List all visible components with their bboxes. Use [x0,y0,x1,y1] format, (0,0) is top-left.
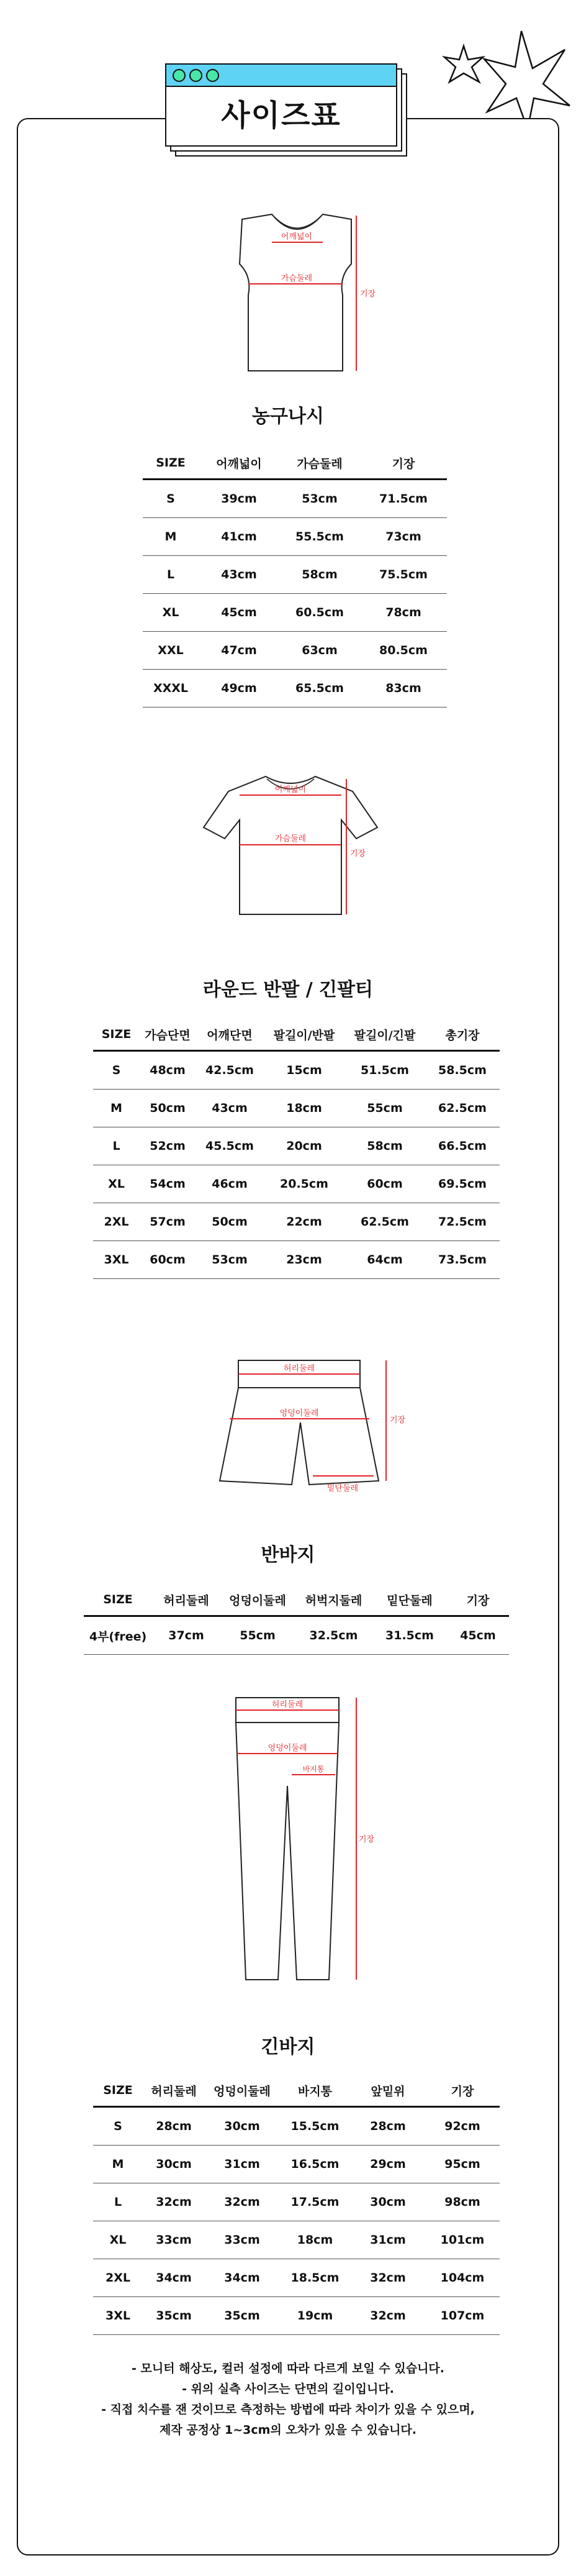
measurement-cell: 39cm [199,480,279,518]
size-cell: M [93,1090,140,1127]
length-label: 기장 [390,1416,406,1425]
measurement-cell: 43cm [196,1090,264,1127]
table-row [93,1241,500,1279]
measurement-cell: 22cm [264,1203,344,1241]
chest-label: 가슴둘레 [274,834,307,844]
column-header: 팔길이/긴팔 [344,1019,425,1051]
measurement-cell: 18cm [264,1090,344,1127]
measurement-cell: 57cm [140,1203,196,1241]
column-header: 허벅지둘레 [295,1584,372,1616]
shorts-illustration [211,1354,410,1497]
column-header: SIZE [143,447,199,480]
page-title: 사이즈표 [221,98,341,133]
table-row [143,480,447,518]
column-header: SIZE [93,1019,140,1051]
size-cell: L [143,556,199,594]
measurement-cell: 43cm [199,556,279,594]
pants-illustration [223,1693,375,1985]
table-row [143,518,447,556]
table-row [93,2146,500,2183]
measurement-cell: 32cm [143,2183,205,2221]
size-cell: S [143,480,199,518]
measurement-cell: 64cm [344,1241,425,1279]
section-title-tank: 농구나시 [252,406,324,427]
measurement-cell: 35cm [205,2297,279,2335]
measurement-cell: 95cm [425,2146,500,2183]
measurement-cell: 33cm [205,2221,279,2259]
size-cell: XL [93,2221,143,2259]
notice-line: - 모니터 해상도, 컬러 설정에 따라 다르게 보일 수 있습니다. [132,2362,444,2375]
measurement-cell: 51.5cm [344,1051,425,1090]
column-header: 가슴둘레 [279,447,360,480]
table-row [143,556,447,594]
table-row [143,632,447,670]
size-cell: XL [143,594,199,632]
window-title-bar [166,65,396,87]
measurement-cell: 55.5cm [279,518,360,556]
table-row [93,2221,500,2259]
measurement-cell: 28cm [351,2107,425,2146]
size-cell: 3XL [93,2297,143,2335]
column-header: 팔길이/반팔 [264,1019,344,1051]
length-label: 기장 [350,849,366,858]
measurement-cell: 45cm [447,1616,509,1655]
size-cell: L [93,1127,140,1165]
table-row [93,2107,500,2146]
measurement-cell: 32cm [351,2259,425,2297]
measurement-cell: 37cm [152,1616,220,1655]
measurement-cell: 63cm [279,632,360,670]
table-header-row [93,2075,500,2107]
measurement-cell: 65.5cm [279,670,360,708]
section-title-shorts: 반바지 [261,1544,315,1566]
table-row [93,2297,500,2335]
hip-label: 엉덩이둘레 [279,1409,319,1418]
length-label: 기장 [359,1835,375,1844]
notice-line: - 직접 치수를 잰 것이므로 측정하는 방법에 따라 차이가 있을 수 있으며, [101,2403,475,2416]
measurement-cell: 20cm [264,1127,344,1165]
notice-line: - 위의 실측 사이즈는 단면의 길이입니다. [182,2382,394,2396]
star-decoration-small [442,43,485,87]
table-row [143,594,447,632]
measurement-cell: 45.5cm [196,1127,264,1165]
window-dot-icon [173,69,186,82]
measurement-cell: 60cm [344,1165,425,1203]
column-header: 총기장 [425,1019,500,1051]
tank-top-illustration [223,208,376,382]
measurement-cell: 62.5cm [344,1203,425,1241]
measurement-cell: 75.5cm [360,556,447,594]
measurement-cell: 58.5cm [425,1051,500,1090]
measurement-cell: 78cm [360,594,447,632]
column-header: 어깨단면 [196,1019,264,1051]
thigh-label: 바지통 [302,1765,325,1773]
measurement-cell: 15.5cm [279,2107,351,2146]
window-dot-icon [189,69,202,82]
measurement-cell: 50cm [140,1090,196,1127]
table-header-row [84,1584,509,1616]
size-table-tank [143,447,447,708]
notice-text [0,2359,576,2441]
measurement-cell: 83cm [360,670,447,708]
measurement-cell: 98cm [425,2183,500,2221]
measurement-cell: 15cm [264,1051,344,1090]
column-header: 엉덩이둘레 [220,1584,295,1616]
column-header: 허리둘레 [143,2075,205,2107]
size-cell: 3XL [93,1241,140,1279]
measurement-cell: 35cm [143,2297,205,2335]
column-header: 기장 [360,447,447,480]
measurement-cell: 34cm [205,2259,279,2297]
hip-label: 엉덩이둘레 [268,1744,307,1753]
shoulder-label: 어깨넓이 [274,785,307,794]
measurement-cell: 55cm [344,1090,425,1127]
measurement-cell: 17.5cm [279,2183,351,2221]
measurement-cell: 28cm [143,2107,205,2146]
notice-line: 제작 공정상 1~3cm의 오차가 있을 수 있습니다. [160,2423,416,2437]
column-header: 바지통 [279,2075,351,2107]
measurement-cell: 104cm [425,2259,500,2297]
measurement-cell: 62.5cm [425,1090,500,1127]
tshirt-illustration [197,770,390,926]
column-header: 기장 [425,2075,500,2107]
window-dot-icon [206,69,219,82]
waist-label: 허리둘레 [271,1700,304,1709]
table-row [93,1127,500,1165]
waist-label: 허리둘레 [283,1364,315,1373]
size-cell: 2XL [93,1203,140,1241]
chest-label: 가슴둘레 [281,274,313,283]
measurement-cell: 32.5cm [295,1616,372,1655]
measurement-cell: 19cm [279,2297,351,2335]
measurement-cell: 31cm [351,2221,425,2259]
table-header-row [93,1019,500,1051]
size-cell: S [93,1051,140,1090]
measurement-cell: 107cm [425,2297,500,2335]
size-cell: S [93,2107,143,2146]
column-header: 엉덩이둘레 [205,2075,279,2107]
measurement-cell: 72.5cm [425,1203,500,1241]
measurement-cell: 53cm [279,480,360,518]
hem-label: 밑단둘레 [326,1484,359,1493]
measurement-cell: 52cm [140,1127,196,1165]
measurement-cell: 31.5cm [372,1616,447,1655]
size-cell: XXXL [143,670,199,708]
size-table-tee [93,1019,500,1279]
table-row [93,1203,500,1241]
measurement-cell: 30cm [351,2183,425,2221]
column-header: 앞밑위 [351,2075,425,2107]
section-title-tee: 라운드 반팔 / 긴팔티 [202,979,374,1001]
column-header: 가슴단면 [140,1019,196,1051]
table-row [93,1165,500,1203]
size-cell: M [93,2146,143,2183]
measurement-cell: 54cm [140,1165,196,1203]
measurement-cell: 45cm [199,594,279,632]
column-header: SIZE [84,1584,152,1616]
size-cell: 2XL [93,2259,143,2297]
measurement-cell: 23cm [264,1241,344,1279]
measurement-cell: 34cm [143,2259,205,2297]
measurement-cell: 20.5cm [264,1165,344,1203]
star-decoration-large [484,25,571,130]
measurement-cell: 69.5cm [425,1165,500,1203]
measurement-cell: 80.5cm [360,632,447,670]
length-label: 기장 [360,289,376,299]
size-cell: L [93,2183,143,2221]
measurement-cell: 18cm [279,2221,351,2259]
measurement-cell: 71.5cm [360,480,447,518]
column-header: 허리둘레 [152,1584,220,1616]
size-cell: M [143,518,199,556]
measurement-cell: 101cm [425,2221,500,2259]
table-header-row [143,447,447,480]
table-row [93,1051,500,1090]
measurement-cell: 18.5cm [279,2259,351,2297]
measurement-cell: 32cm [205,2183,279,2221]
measurement-cell: 30cm [143,2146,205,2183]
measurement-cell: 73cm [360,518,447,556]
measurement-cell: 16.5cm [279,2146,351,2183]
size-table-shorts [84,1584,509,1655]
table-row [84,1616,509,1655]
table-row [93,2259,500,2297]
column-header: 밑단둘레 [372,1584,447,1616]
shoulder-label: 어깨넓이 [281,232,313,242]
column-header: 어깨넓이 [199,447,279,480]
header-window [165,63,397,147]
measurement-cell: 49cm [199,670,279,708]
measurement-cell: 66.5cm [425,1127,500,1165]
measurement-cell: 55cm [220,1616,295,1655]
column-header: SIZE [93,2075,143,2107]
measurement-cell: 33cm [143,2221,205,2259]
measurement-cell: 53cm [196,1241,264,1279]
table-row [93,1090,500,1127]
measurement-cell: 42.5cm [196,1051,264,1090]
measurement-cell: 60.5cm [279,594,360,632]
measurement-cell: 60cm [140,1241,196,1279]
measurement-cell: 58cm [279,556,360,594]
size-cell: XXL [143,632,199,670]
measurement-cell: 48cm [140,1051,196,1090]
table-row [143,670,447,708]
size-table-pants [93,2075,500,2335]
table-row [93,2183,500,2221]
measurement-cell: 92cm [425,2107,500,2146]
measurement-cell: 58cm [344,1127,425,1165]
measurement-cell: 31cm [205,2146,279,2183]
size-cell: XL [93,1165,140,1203]
size-cell: 4부(free) [84,1616,152,1655]
section-title-pants: 긴바지 [261,2036,315,2058]
measurement-cell: 73.5cm [425,1241,500,1279]
measurement-cell: 32cm [351,2297,425,2335]
measurement-cell: 29cm [351,2146,425,2183]
measurement-cell: 46cm [196,1165,264,1203]
measurement-cell: 50cm [196,1203,264,1241]
measurement-cell: 47cm [199,632,279,670]
measurement-cell: 41cm [199,518,279,556]
column-header: 기장 [447,1584,509,1616]
measurement-cell: 30cm [205,2107,279,2146]
